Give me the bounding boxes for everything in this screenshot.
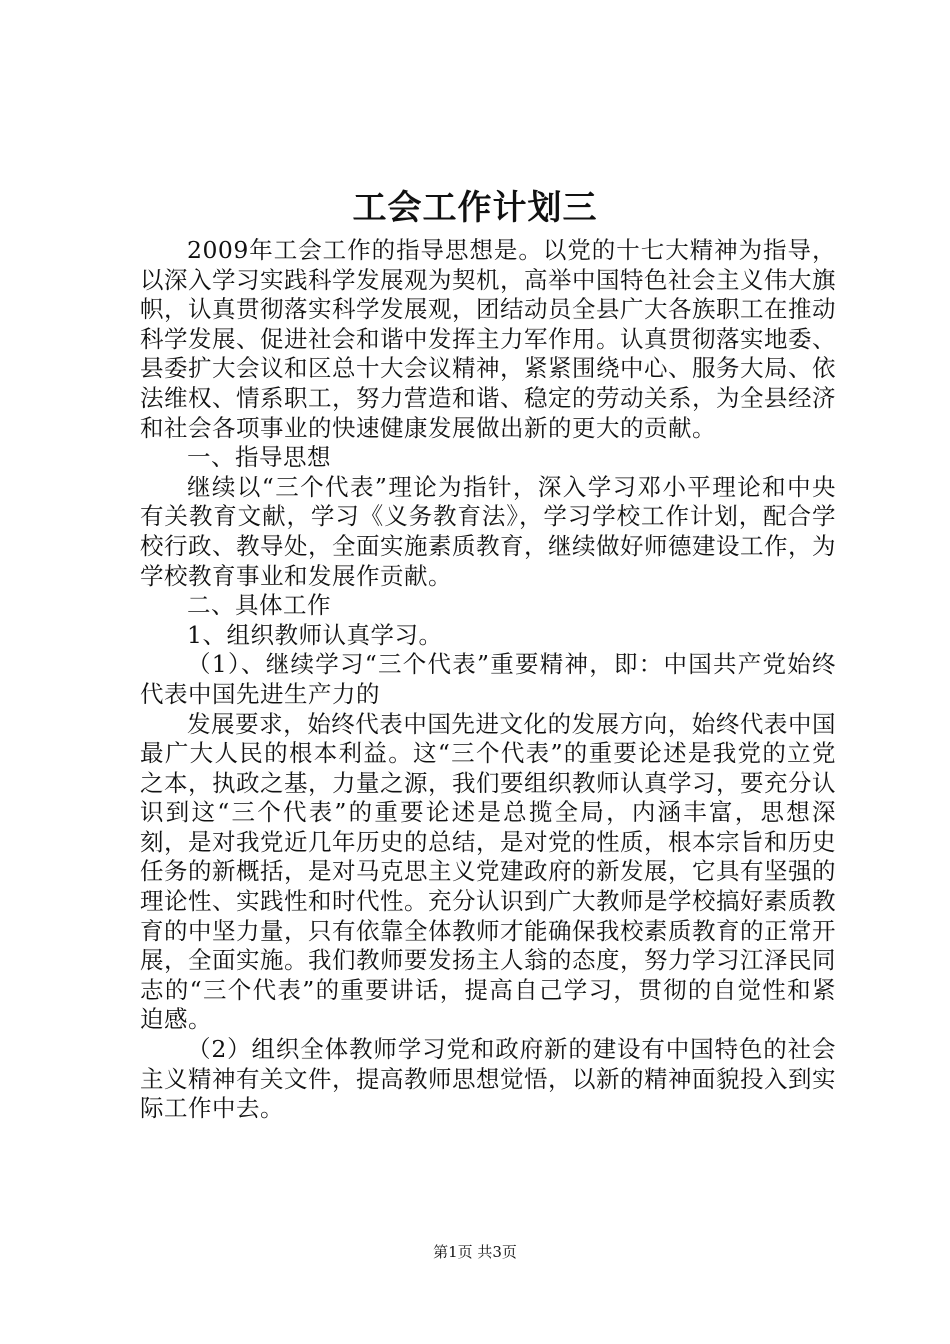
section-heading-guiding-thought: 一、指导思想 [187, 443, 331, 472]
paragraph-item-1: （1）、继续学习“三个代表”重要精神，即：中国共产党始终代表中国先进生产力的 [140, 650, 836, 708]
subheading-organize-study: 1、组织教师认真学习。 [187, 620, 443, 649]
paragraph-guiding-thought-intro: 2009年工会工作的指导思想是。以党的十七大精神为指导，以深入学习实践科学发展观为契机，高举中国特色社会主义伟大旗帜，认真贯彻落实科学发展观，团结动员全县广大各族职工在推动科学发展、促进社会和谐中发挥主力军作用。认真贯彻落实地委、县委扩大会议和区总十大会议精神，紧紧围绕中心、服务大局、依法维权、情系职工，努力营造和谐、稳定的劳动关系，为全县经济和社会各项事业的快速健康发展做出新的更大的贡献。 [140, 236, 836, 442]
paragraph-item-2: （2）组织全体教师学习党和政府新的建设有中国特色的社会主义精神有关文件，提高教师思想觉悟，以新的精神面貌投入到实际工作中去。 [140, 1035, 836, 1123]
document-title: 工会工作计划三 [352, 188, 598, 228]
page-footer: 第1页 共3页 [433, 1243, 517, 1261]
paragraph-guiding-thought: 继续以“三个代表”理论为指针，深入学习邓小平理论和中央有关教育文献，学习《义务教育法》，学习学校工作计划，配合学校行政、教导处，全面实施素质教育，继续做好师德建设工作，为学校教育事业和发展作贡献。 [140, 472, 836, 590]
section-heading-specific-work: 二、具体工作 [187, 591, 331, 620]
document-body [140, 236, 836, 1124]
paragraph-item-1-continued: 发展要求，始终代表中国先进文化的发展方向，始终代表中国最广大人民的根本利益。这“三个代表”的重要论述是我党的立党之本，执政之基，力量之源，我们要组织教师认真学习，要充分认识到这“三个代表”的重要论述是总揽全局，内涵丰富，思想深刻，是对我党近几年历史的总结，是对党的性质，根本宗旨和历史任务的新概括，是对马克思主义党建政府的新发展，它具有坚强的理论性、实践性和时代性。充分认识到广大教师是学校搞好素质教育的中坚力量，只有依靠全体教师才能确保我校素质教育的正常开展，全面实施。我们教师要发扬主人翁的态度，努力学习江泽民同志的“三个代表”的重要讲话，提高自己学习，贯彻的自觉性和紧迫感。 [140, 709, 836, 1034]
